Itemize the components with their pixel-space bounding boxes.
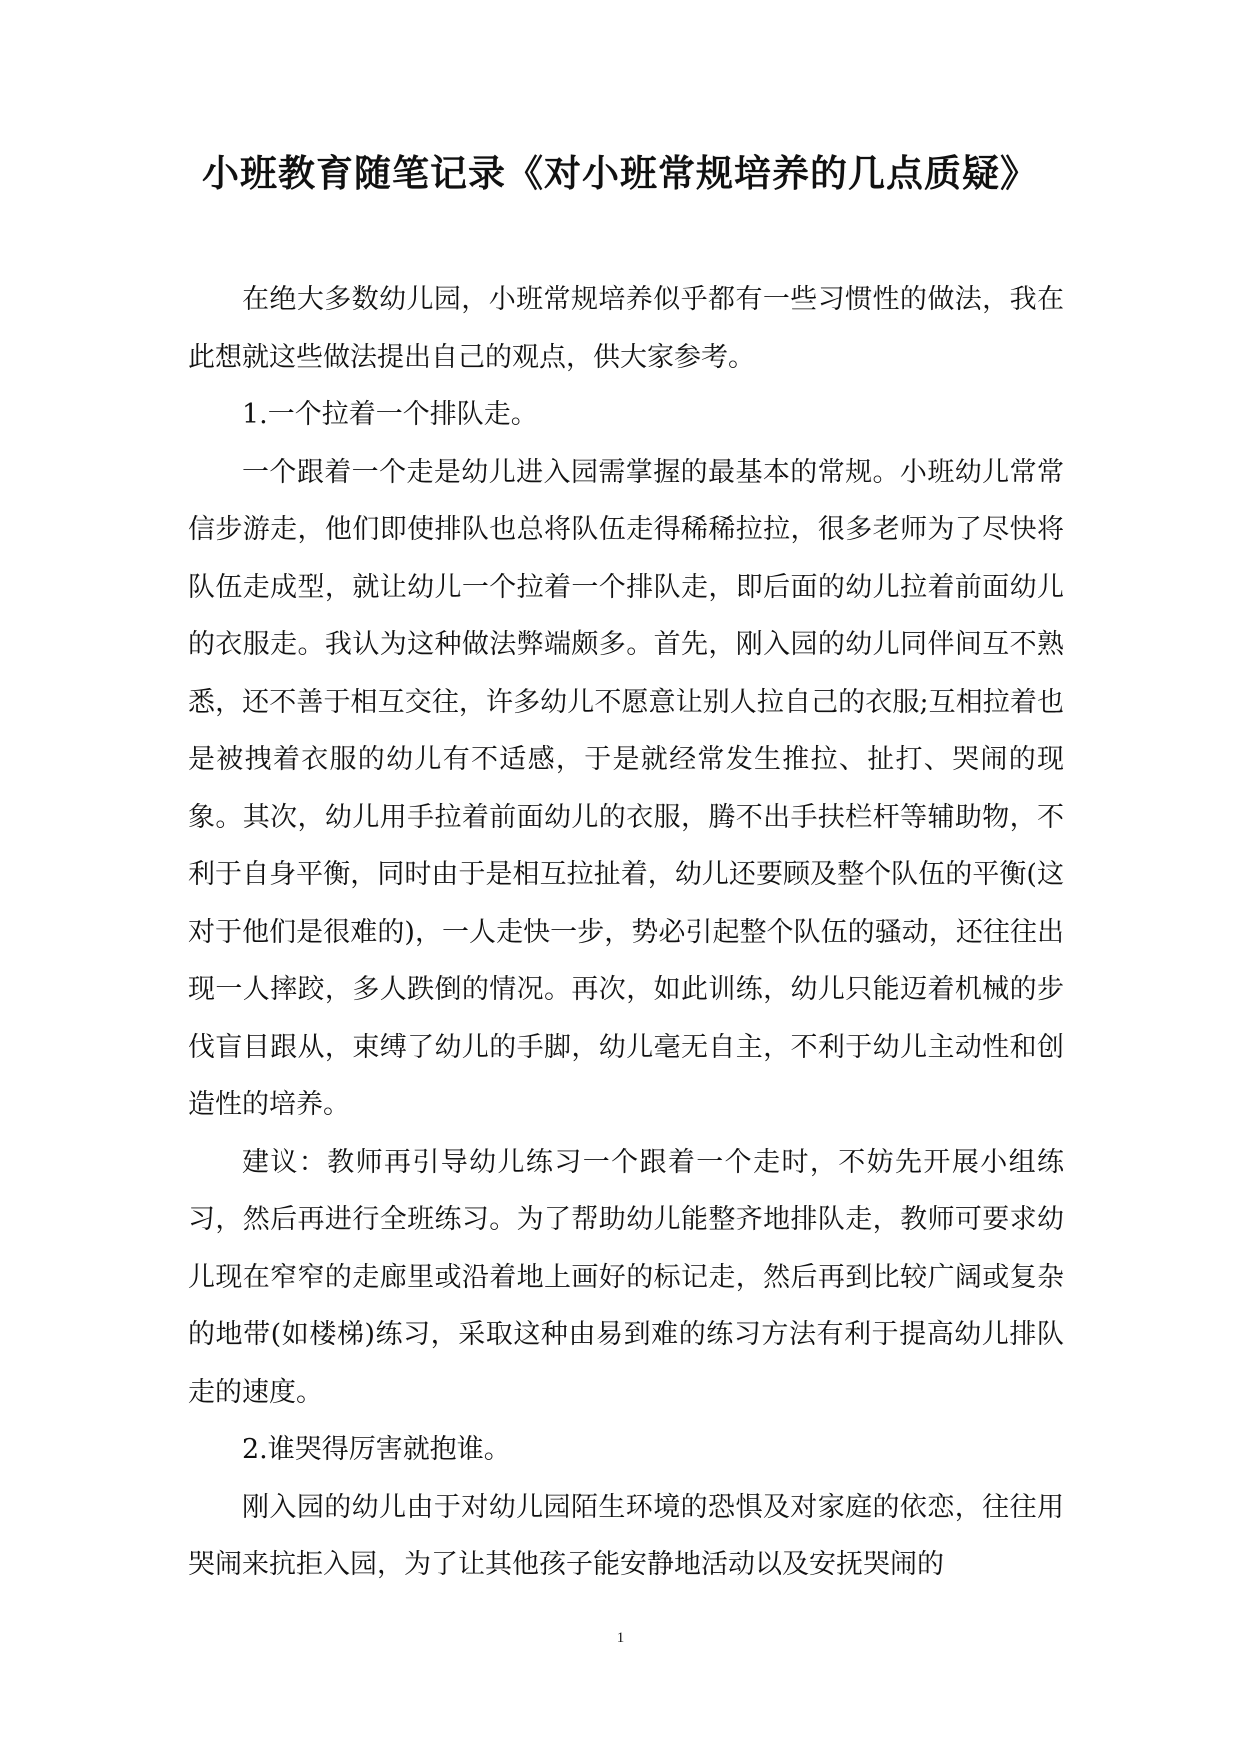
document-title: 小班教育随笔记录《对小班常规培养的几点质疑》: [202, 151, 1038, 195]
paragraph-section-2-body: 刚入园的幼儿由于对幼儿园陌生环境的恐惧及对家庭的依恋，往往用哭闹来抗拒入园，为了让其他孩子能安静地活动以及安抚哭闹的: [188, 1491, 1064, 1580]
document-body: [188, 271, 1064, 1594]
section-heading-2: 2.谁哭得厉害就抱谁。: [242, 1434, 511, 1465]
section-heading-1: 1.一个拉着一个排队走。: [242, 399, 538, 430]
paragraph-section-1-suggestion: 建议：教师再引导幼儿练习一个跟着一个走时，不妨先开展小组练习，然后再进行全班练习。为了帮助幼儿能整齐地排队走，教师可要求幼儿现在窄窄的走廊里或沿着地上画好的标记走，然后再到比较广阔或复杂的地带(如楼梯)练习，采取这种由易到难的练习方法有利于提高幼儿排队走的速度。: [188, 1146, 1064, 1408]
paragraph-section-1-body: 一个跟着一个走是幼儿进入园需掌握的最基本的常规。小班幼儿常常信步游走，他们即使排队也总将队伍走得稀稀拉拉，很多老师为了尽快将队伍走成型，就让幼儿一个拉着一个排队走，即后面的幼儿拉着前面幼儿的衣服走。我认为这种做法弊端颇多。首先，刚入园的幼儿同伴间互不熟悉，还不善于相互交往，许多幼儿不愿意让别人拉自己的衣服;互相拉着也是被拽着衣服的幼儿有不适感，于是就经常发生推拉、扯打、哭闹的现象。其次，幼儿用手拉着前面幼儿的衣服，腾不出手扶栏杆等辅助物，不利于自身平衡，同时由于是相互拉扯着，幼儿还要顾及整个队伍的平衡(这对于他们是很难的)，一人走快一步，势必引起整个队伍的骚动，还往往出现一人摔跤，多人跌倒的情况。再次，如此训练，幼儿只能迈着机械的步伐盲目跟从，束缚了幼儿的手脚，幼儿毫无自主，不利于幼儿主动性和创造性的培养。: [188, 456, 1064, 1120]
page-number: 1: [616, 1630, 625, 1646]
paragraph-intro: 在绝大多数幼儿园，小班常规培养似乎都有一些习惯性的做法，我在此想就这些做法提出自己的观点，供大家参考。: [188, 284, 1064, 373]
